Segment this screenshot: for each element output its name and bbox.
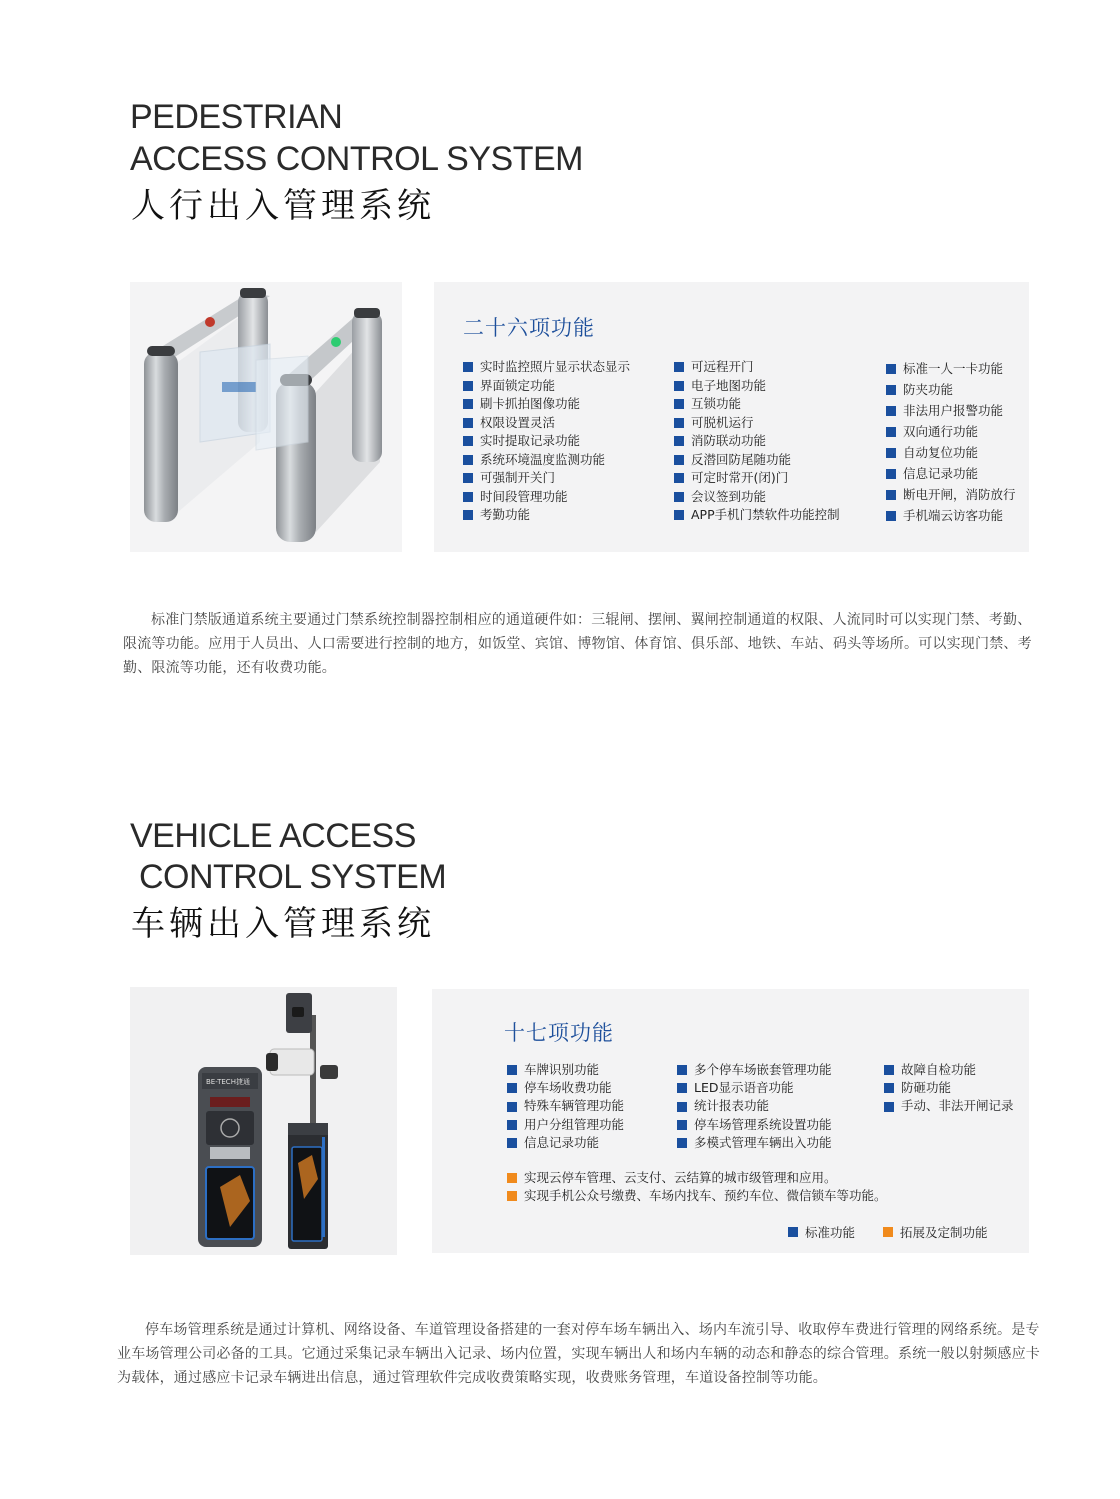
parking-device-illustration: [130, 987, 397, 1255]
vehicle-features-col-1: [507, 1061, 624, 1152]
feature-label: 多模式管理车辆出入功能: [694, 1134, 832, 1150]
feature-item: [463, 395, 630, 414]
vehicle-features-col-3: [884, 1061, 1014, 1116]
vehicle-extended-features: [507, 1169, 887, 1205]
feature-label: 信息记录功能: [524, 1134, 600, 1150]
feature-item: [463, 506, 630, 525]
feature-label: 可远程开门: [691, 359, 754, 374]
feature-item: [674, 469, 840, 488]
blue-square-icon: [677, 1120, 687, 1130]
pedestrian-features-col-2: [674, 358, 840, 525]
blue-square-icon: [677, 1138, 687, 1148]
vehicle-panel-title: 十七项功能: [504, 1021, 614, 1045]
feature-item: [507, 1061, 624, 1079]
vehicle-title-en-2: CONTROL SYSTEM: [130, 858, 447, 896]
blue-square-icon: [677, 1083, 687, 1093]
feature-item: [886, 463, 1016, 484]
feature-item: [886, 358, 1016, 379]
feature-label: 实时监控照片显示状态显示: [480, 359, 631, 374]
legend: [788, 1223, 988, 1241]
feature-label: 电子地图功能: [691, 377, 767, 393]
feature-item: [463, 469, 630, 488]
feature-label: 实现手机公众号缴费、车场内找车、预约车位、微信锁车等功能。: [524, 1188, 887, 1204]
feature-label: 手机端云访客功能: [903, 508, 1004, 523]
blue-square-icon: [463, 492, 473, 502]
blue-square-icon: [463, 455, 473, 465]
feature-item: [884, 1097, 1014, 1115]
blue-square-icon: [463, 381, 473, 391]
feature-item: [674, 488, 840, 507]
feature-item: [507, 1079, 624, 1097]
pedestrian-features-col-1: [463, 358, 630, 525]
feature-label: APP手机门禁软件功能控制: [691, 507, 840, 522]
feature-label: 时间段管理功能: [480, 488, 568, 504]
feature-label: 双向通行功能: [903, 424, 979, 439]
swing-gate-illustration: [130, 282, 402, 552]
vehicle-title-en-1: VEHICLE ACCESS: [130, 817, 416, 855]
feature-item: [677, 1061, 832, 1079]
feature-item: [674, 451, 840, 470]
feature-label: 实时提取记录功能: [480, 433, 581, 448]
feature-label: 手动、非法开闸记录: [901, 1098, 1014, 1114]
pedestrian-title-cn: 人行出入管理系统: [131, 186, 435, 226]
feature-label: 特殊车辆管理功能: [524, 1098, 625, 1114]
blue-square-icon: [463, 418, 473, 428]
vehicle-features-col-2: [677, 1061, 832, 1152]
feature-label: 实现云停车管理、云支付、云结算的城市级管理和应用。: [524, 1170, 837, 1185]
blue-square-icon: [674, 436, 684, 446]
blue-square-icon: [507, 1138, 517, 1148]
legend-standard: [788, 1223, 988, 1241]
feature-item: [886, 505, 1016, 526]
blue-square-icon: [674, 473, 684, 483]
feature-item: [674, 432, 840, 451]
blue-square-icon: [463, 510, 473, 520]
feature-item: [674, 414, 840, 433]
blue-square-icon: [674, 362, 684, 372]
feature-label: 标准一人一卡功能: [903, 361, 1004, 376]
feature-item: [886, 379, 1016, 400]
feature-item: [677, 1079, 832, 1097]
feature-label: 停车场收费功能: [524, 1080, 612, 1096]
orange-square-icon: [507, 1173, 517, 1183]
legend-extended-label: 拓展及定制功能: [900, 1225, 988, 1240]
feature-label: 非法用户报警功能: [903, 403, 1004, 418]
blue-square-icon: [507, 1083, 517, 1093]
blue-square-icon: [674, 399, 684, 409]
blue-square-icon: [674, 492, 684, 502]
feature-label: 界面锁定功能: [480, 377, 556, 393]
feature-label: 可强制开关门: [480, 470, 556, 485]
feature-label: 会议签到功能: [691, 488, 767, 504]
blue-square-icon: [677, 1102, 687, 1112]
feature-item: [677, 1134, 832, 1152]
orange-square-icon: [507, 1191, 517, 1201]
orange-square-icon: [883, 1227, 893, 1237]
feature-item: [463, 451, 630, 470]
feature-label: 统计报表功能: [694, 1098, 770, 1114]
parking-device-image: [130, 987, 397, 1255]
pedestrian-features-col-3: [886, 358, 1016, 526]
blue-square-icon: [507, 1102, 517, 1112]
feature-item: [677, 1116, 832, 1134]
blue-square-icon: [886, 427, 896, 437]
feature-label: 系统环境温度监测功能: [480, 451, 606, 467]
blue-square-icon: [886, 448, 896, 458]
blue-square-icon: [674, 418, 684, 428]
vehicle-features-panel: [432, 989, 1029, 1253]
blue-square-icon: [674, 510, 684, 520]
blue-square-icon: [463, 399, 473, 409]
feature-item: [886, 421, 1016, 442]
feature-item: [463, 414, 630, 433]
feature-label: 可定时常开(闭)门: [691, 470, 789, 485]
blue-square-icon: [886, 364, 896, 374]
feature-label: 权限设置灵活: [480, 414, 556, 430]
feature-item: [463, 432, 630, 451]
feature-label: 互锁功能: [691, 396, 742, 411]
pedestrian-title-en-1: PEDESTRIAN: [130, 98, 343, 136]
blue-square-icon: [677, 1065, 687, 1075]
feature-item: [674, 358, 840, 377]
blue-square-icon: [674, 455, 684, 465]
blue-square-icon: [886, 406, 896, 416]
feature-item: [886, 442, 1016, 463]
feature-label: 信息记录功能: [903, 466, 979, 481]
feature-item: [463, 377, 630, 396]
blue-square-icon: [884, 1065, 894, 1075]
blue-square-icon: [463, 436, 473, 446]
feature-item: [463, 358, 630, 377]
feature-label: 消防联动功能: [691, 433, 767, 448]
kiosk-brand-label: BE-TECH捷通: [206, 1078, 250, 1086]
feature-item: [674, 506, 840, 525]
feature-label: LED显示语音功能: [694, 1080, 794, 1096]
legend-standard-label: 标准功能: [805, 1225, 856, 1240]
pedestrian-description: 标准门禁版通道系统主要通过门禁系统控制器控制相应的通道硬件如：三辊闸、摆闸、翼闸控制通道的权限、人流同时可以实现门禁、考勤、限流等功能。应用于人员出、人口需要进行控制的地方，如饭堂、宾馆、博物馆、体育馆、俱乐部、地铁、车站、码头等场所。可以实现门禁、考勤、限流等功能，还有收费功能。: [123, 612, 1032, 676]
feature-label: 反潜回防尾随功能: [691, 451, 792, 467]
blue-square-icon: [788, 1227, 798, 1237]
vehicle-description: 停车场管理系统是通过计算机、网络设备、车道管理设备搭建的一套对停车场车辆出入、场内车流引导、收取停车费进行管理的网络系统。是专业车场管理公司必备的工具。它通过采集记录车辆出入记录、场内位置，实现车辆出人和场内车辆的动态和静态的综合管理。系统一般以射频感应卡为载体，通过感应卡记录车辆进出信息，通过管理软件完成收费策略实现，收费账务管理，车道设备控制等功能。: [117, 1322, 1040, 1386]
feature-label: 考勤功能: [480, 507, 531, 522]
blue-square-icon: [886, 469, 896, 479]
feature-label: 自动复位功能: [903, 445, 979, 460]
blue-square-icon: [886, 385, 896, 395]
feature-item: [507, 1097, 624, 1115]
feature-item: [886, 484, 1016, 505]
feature-label: 用户分组管理功能: [524, 1116, 625, 1132]
blue-square-icon: [507, 1065, 517, 1075]
pedestrian-title-en-2: ACCESS CONTROL SYSTEM: [130, 140, 583, 178]
feature-item: [507, 1169, 887, 1187]
blue-square-icon: [463, 473, 473, 483]
feature-item: [884, 1061, 1014, 1079]
blue-square-icon: [507, 1120, 517, 1130]
feature-label: 刷卡抓拍图像功能: [480, 396, 581, 411]
feature-label: 车牌识别功能: [524, 1062, 600, 1077]
feature-label: 防夹功能: [903, 382, 954, 397]
pedestrian-features-panel: [434, 282, 1029, 552]
feature-label: 防砸功能: [901, 1080, 952, 1096]
feature-item: [886, 400, 1016, 421]
blue-square-icon: [674, 381, 684, 391]
feature-item: [677, 1097, 832, 1115]
feature-item: [674, 377, 840, 396]
blue-square-icon: [886, 511, 896, 521]
feature-item: [884, 1079, 1014, 1097]
vehicle-title-cn: 车辆出入管理系统: [131, 904, 435, 944]
feature-label: 停车场管理系统设置功能: [694, 1116, 832, 1132]
blue-square-icon: [463, 362, 473, 372]
feature-label: 多个停车场嵌套管理功能: [694, 1062, 832, 1077]
blue-square-icon: [884, 1102, 894, 1112]
feature-label: 断电开闸，消防放行: [903, 487, 1016, 502]
swing-gate-image: [130, 282, 402, 552]
feature-item: [463, 488, 630, 507]
blue-square-icon: [884, 1083, 894, 1093]
feature-item: [507, 1116, 624, 1134]
feature-label: 可脱机运行: [691, 414, 754, 430]
feature-item: [507, 1134, 624, 1152]
feature-item: [674, 395, 840, 414]
feature-label: 故障自检功能: [901, 1062, 977, 1077]
feature-item: [507, 1187, 887, 1205]
pedestrian-panel-title: 二十六项功能: [463, 316, 595, 340]
blue-square-icon: [886, 490, 896, 500]
